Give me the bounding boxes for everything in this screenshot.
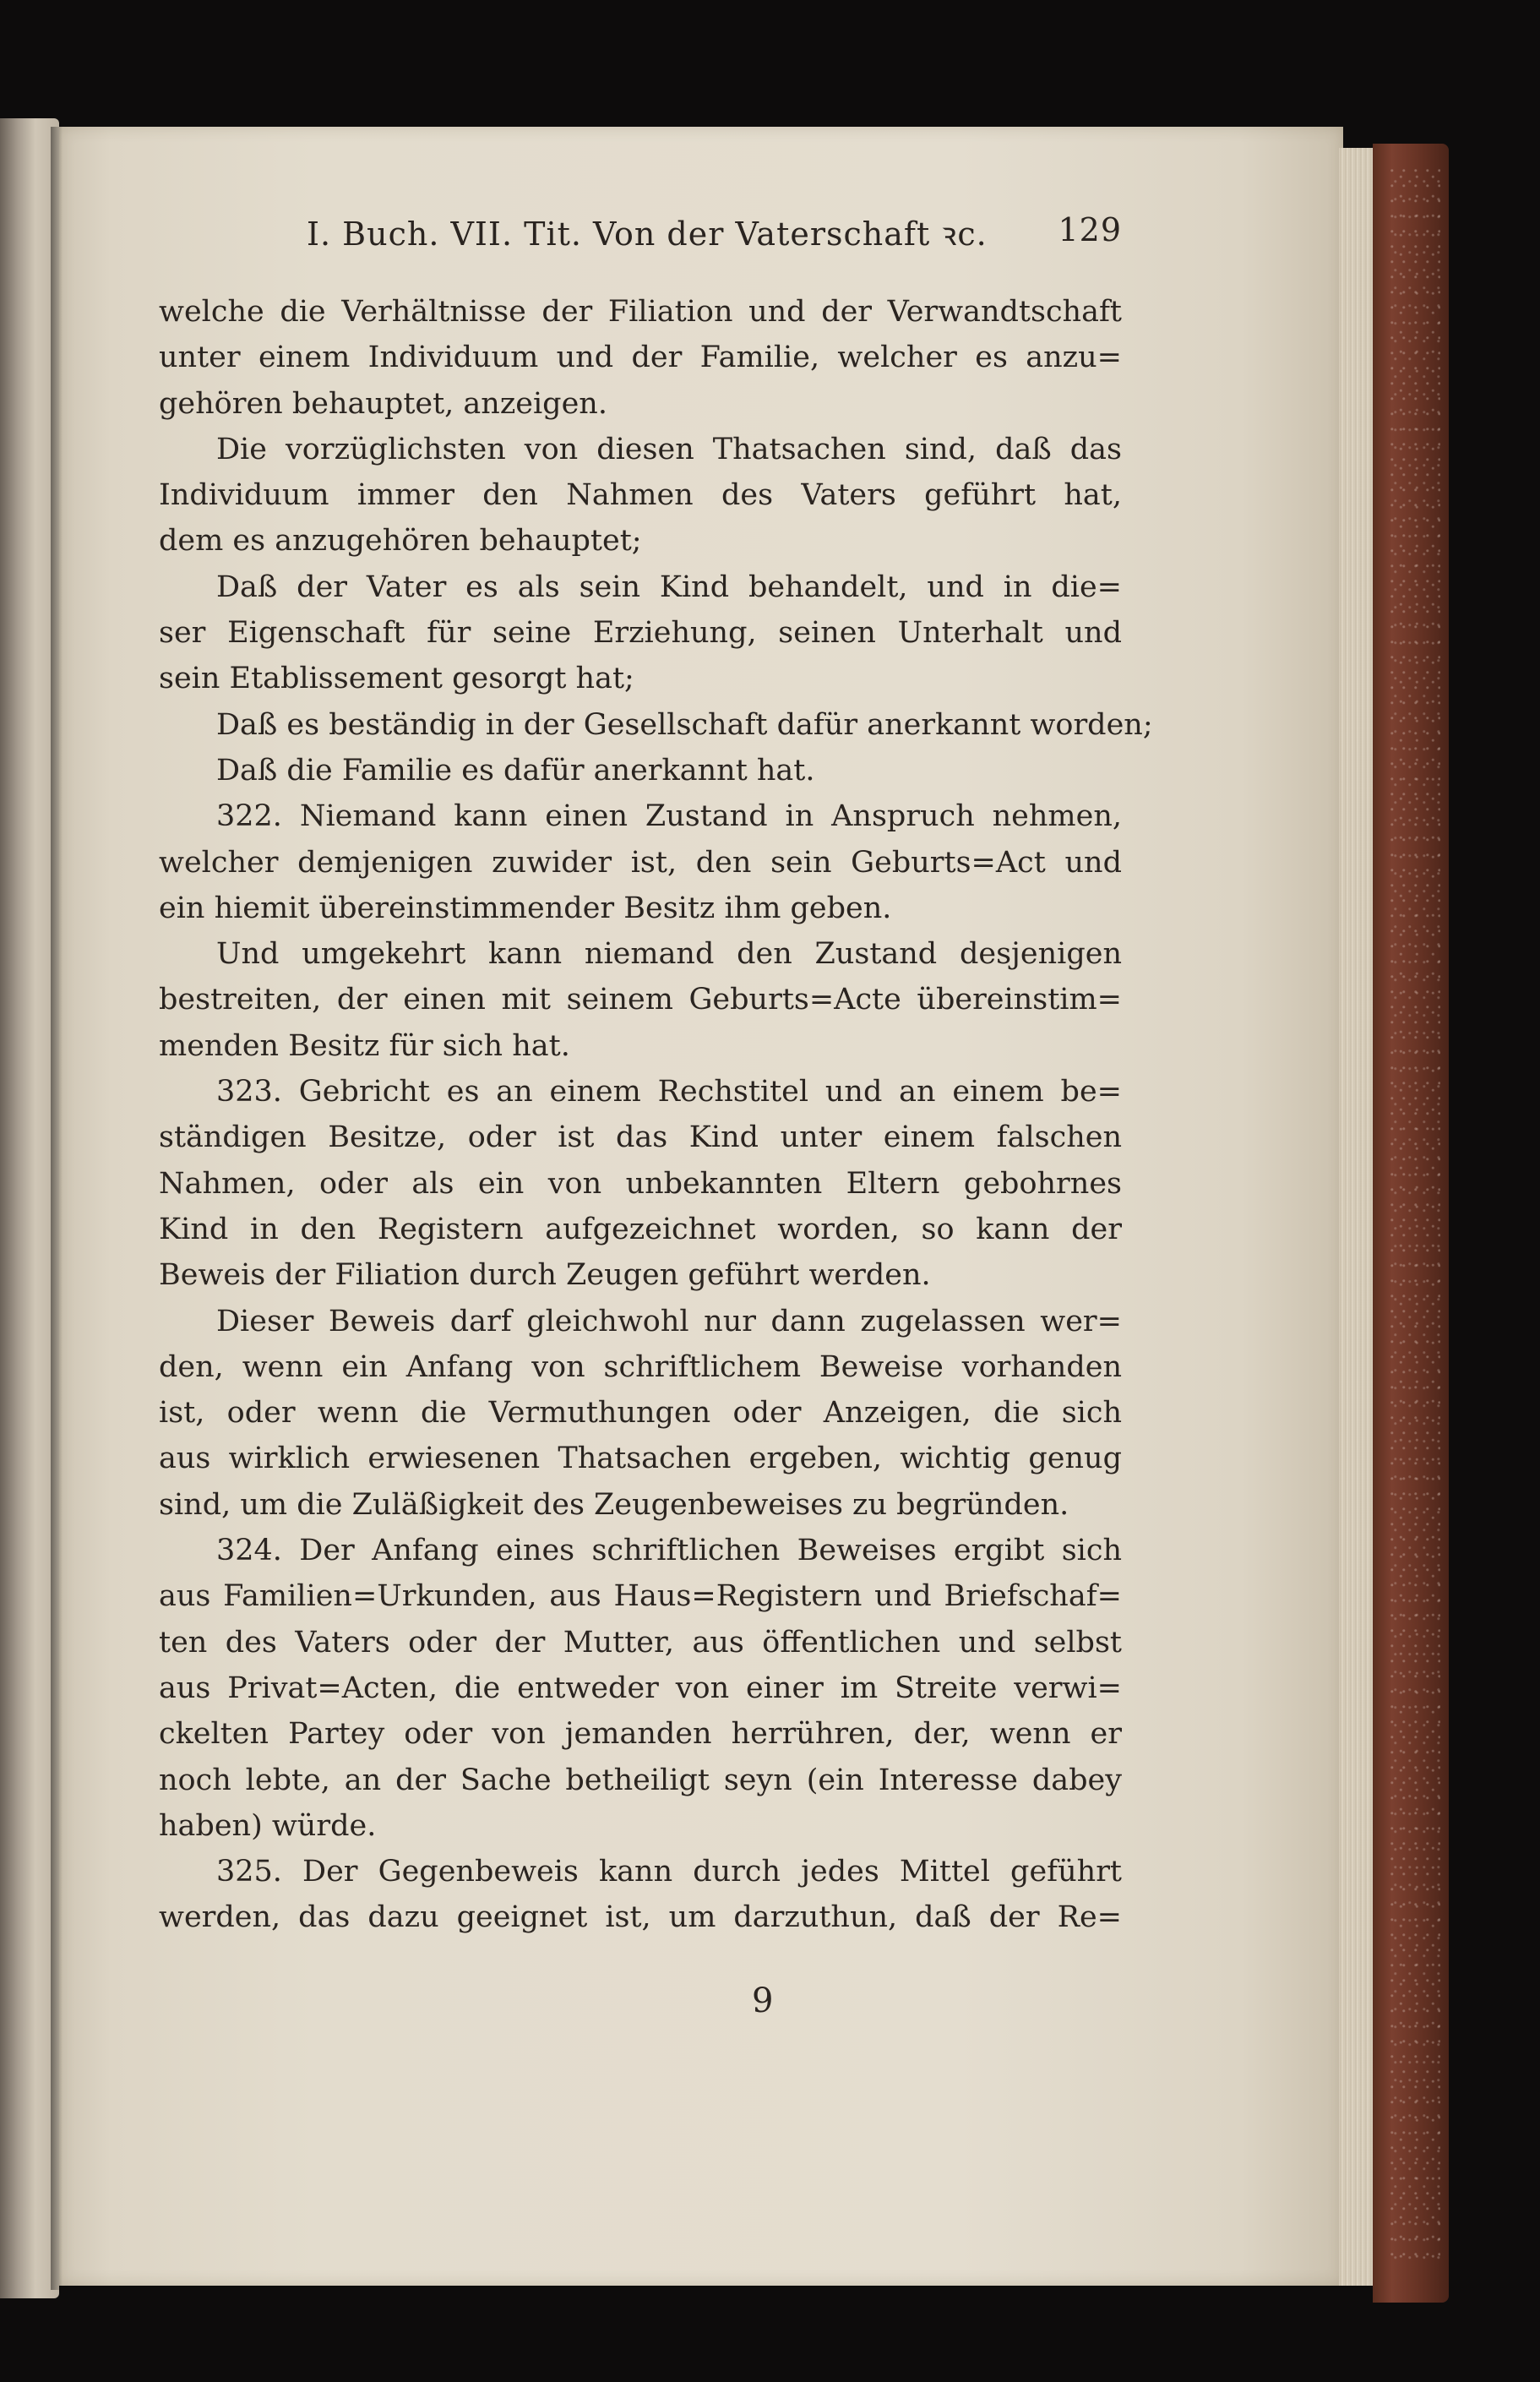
text-line: haben) würde.: [159, 1808, 377, 1843]
text-line: Dieser Beweis darf gleichwohl nur dann zugelassen wer=: [216, 1304, 1122, 1338]
cover-marbling: [1390, 169, 1440, 2265]
text-line: ständigen Besitze, oder ist das Kind unter einem falschen: [159, 1120, 1122, 1155]
text-line: welche die Verhältnisse der Filiation und der Verwandtschaft: [159, 295, 1122, 329]
text-line: 325. Der Gegenbeweis kann durch jedes Mittel geführt: [216, 1855, 1122, 1889]
signature-mark: 9: [752, 1981, 774, 2020]
text-line: bestreiten, der einen mit seinem Geburts=Acte übereinstim=: [159, 983, 1122, 1017]
text-line: 322. Niemand kann einen Zustand in Anspruch nehmen,: [216, 799, 1122, 834]
text-line: ten des Vaters oder der Mutter, aus öffentlichen und selbst: [159, 1625, 1122, 1660]
text-line: Und umgekehrt kann niemand den Zustand desjenigen: [216, 937, 1122, 972]
text-line: Kind in den Registern aufgezeichnet worden, so kann der: [159, 1212, 1122, 1246]
page-number: 129: [1058, 211, 1122, 248]
text-line: 323. Gebricht es an einem Rechstitel und an einem be=: [216, 1075, 1122, 1109]
text-line: den, wenn ein Anfang von schriftlichem Beweise vorhanden: [159, 1349, 1122, 1384]
text-line: aus wirklich erwiesenen Thatsachen ergeben, wichtig genug: [159, 1442, 1122, 1476]
text-line: Daß der Vater es als sein Kind behandelt, und in die=: [216, 570, 1122, 604]
text-line: dem es anzugehören behauptet;: [159, 524, 642, 559]
text-line: unter einem Individuum und der Familie, welcher es anzu=: [159, 341, 1122, 375]
text-line: sind, um die Zuläßigkeit des Zeugenbeweises zu begründen.: [159, 1487, 1069, 1522]
text-line: menden Besitz für sich hat.: [159, 1028, 570, 1063]
text-line: aus Privat=Acten, die entweder von einer im Streite verwi=: [159, 1671, 1122, 1705]
text-line: noch lebte, an der Sache betheiligt seyn (ein Interesse dabey: [159, 1763, 1122, 1797]
text-line: welcher demjenigen zuwider ist, den sein Geburts=Act und: [159, 845, 1122, 880]
text-block: [159, 211, 1153, 1941]
text-line: werden, das dazu geeignet ist, um darzuthun, daß der Re=: [159, 1900, 1122, 1935]
gutter-shadow: [51, 127, 63, 2290]
text-line: ein hiemit übereinstimmender Besitz ihm geben.: [159, 891, 892, 925]
text-line: gehören behauptet, anzeigen.: [159, 386, 607, 421]
text-line: ser Eigenschaft für seine Erziehung, seinen Unterhalt und: [159, 616, 1122, 651]
body-text: [159, 289, 1153, 1941]
running-head-title: I. Buch. VII. Tit. Von der Vaterschaft ꝛc.: [307, 215, 988, 253]
text-line: Beweis der Filiation durch Zeugen geführt werden.: [159, 1258, 931, 1293]
text-line: 324. Der Anfang eines schriftlichen Beweises ergibt sich: [216, 1534, 1122, 1568]
text-line: Individuum immer den Nahmen des Vaters geführt hat,: [159, 478, 1122, 513]
running-head: [159, 211, 1122, 265]
text-line: Daß es beständig in der Gesellschaft dafür anerkannt worden;: [216, 707, 1153, 742]
text-line: Nahmen, oder als ein von unbekannten Eltern gebohrnes: [159, 1166, 1122, 1201]
text-line: sein Etablissement gesorgt hat;: [159, 662, 634, 696]
text-line: Die vorzüglichsten von diesen Thatsachen sind, daß das: [216, 432, 1122, 466]
text-line: ckelten Partey oder von jemanden herrühren, der, wenn er: [159, 1717, 1122, 1752]
page-stack-edge: [1339, 148, 1377, 2286]
text-line: aus Familien=Urkunden, aus Haus=Registern und Briefschaf=: [159, 1579, 1122, 1614]
text-line: Daß die Familie es dafür anerkannt hat.: [216, 753, 815, 788]
text-line: ist, oder wenn die Vermuthungen oder Anzeigen, die sich: [159, 1396, 1122, 1431]
